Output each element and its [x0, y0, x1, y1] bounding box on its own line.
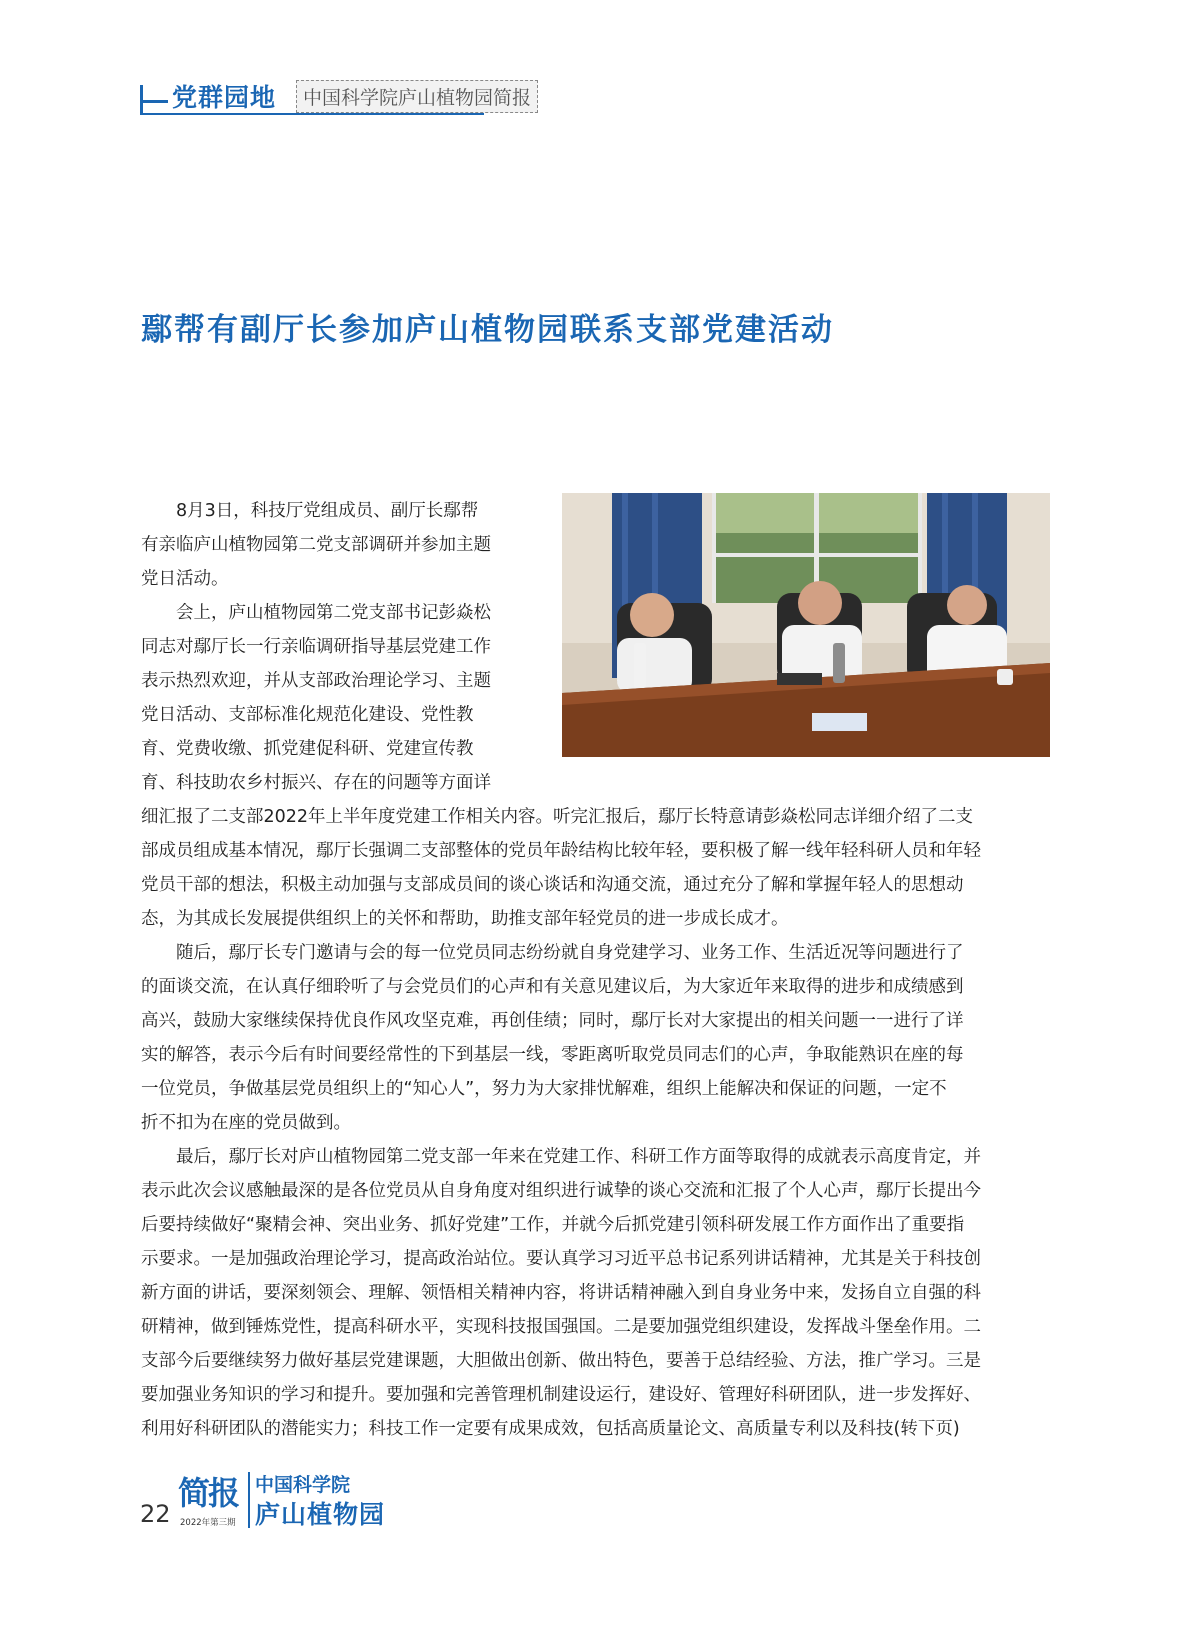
text-line: 育、科技助农乡村振兴、存在的问题等方面详: [141, 773, 491, 793]
text-line: 同志对鄢厅长一行亲临调研指导基层党建工作: [141, 637, 491, 657]
text-line: 的面谈交流，在认真仔细聆听了与会党员们的心声和有关意见建议后，为大家近年来取得的进步和成绩感到: [141, 977, 964, 997]
article-title: 鄢帮有副厅长参加庐山植物园联系支部党建活动: [141, 312, 834, 348]
paragraph-meeting-narrow: [141, 596, 525, 800]
text-line: 党日活动。: [141, 569, 229, 589]
publication-name: 中国科学院庐山植物园简报: [296, 80, 538, 113]
logo-main-text: 简报: [178, 1474, 239, 1512]
text-line: 态，为其成长发展提供组织上的关怀和帮助，助推支部年轻党员的进一步成长成才。: [141, 909, 789, 929]
text-line: 示要求。一是加强政治理论学习，提高政治站位。要认真学习习近平总书记系列讲话精神，尤其是关于科技创: [141, 1249, 981, 1269]
text-line: 8月3日，科技厅党组成员、副厅长鄢帮: [176, 501, 479, 521]
page-number: 22: [140, 1500, 171, 1528]
text-line: 随后，鄢厅长专门邀请与会的每一位党员同志纷纷就自身党建学习、业务工作、生活近况等问题进行了: [176, 943, 964, 963]
header-rule-tick: [140, 100, 168, 103]
text-line: 表示热烈欢迎，并从支部政治理论学习、主题: [141, 671, 491, 691]
text-line: 表示此次会议感触最深的是各位党员从自身角度对组织进行诚挚的谈心交流和汇报了个人心声，鄢厅长提出今: [141, 1181, 981, 1201]
org-line-2: 庐山植物园: [255, 1500, 386, 1529]
text-line: 部成员组成基本情况，鄢厅长强调二支部整体的党员年龄结构比较年轻，要积极了解一线年轻科研人员和年轻: [141, 841, 981, 861]
text-line: 党日活动、支部标准化规范化建设、党性教: [141, 705, 474, 725]
text-line: 育、党费收缴、抓党建促科研、党建宣传教: [141, 739, 474, 759]
text-line: 要加强业务知识的学习和提升。要加强和完善管理机制建设运行，建设好、管理好科研团队，进一步发挥好、: [141, 1385, 981, 1405]
text-line: 有亲临庐山植物园第二党支部调研并参加主题: [141, 535, 491, 555]
bulletin-logo: [178, 1468, 246, 1534]
section-title: 党群园地: [172, 83, 277, 112]
text-line: 新方面的讲话，要深刻领会、理解、领悟相关精神内容，将讲话精神融入到自身业务中来，发扬自立自强的科: [141, 1283, 981, 1303]
paragraph-conclusion: [141, 1140, 1053, 1446]
text-line: 利用好科研团队的潜能实力；科技工作一定要有成果成效，包括高质量论文、高质量专利以及科技(转下页): [141, 1419, 960, 1439]
text-line: 细汇报了二支部2022年上半年度党建工作相关内容。听完汇报后，鄢厅长特意请彭焱松同志详细介绍了二支: [141, 807, 974, 827]
text-line: 折不扣为在座的党员做到。: [141, 1113, 351, 1133]
text-line: 最后，鄢厅长对庐山植物园第二党支部一年来在党建工作、科研工作方面等取得的成就表示高度肯定，并: [176, 1147, 981, 1167]
text-line: 研精神，做到锤炼党性，提高科研水平，实现科技报国强国。二是要加强党组织建设，发挥战斗堡垒作用。二: [141, 1317, 981, 1337]
meeting-photo: [562, 493, 1050, 757]
text-line: 实的解答，表示今后有时间要经常性的下到基层一线，零距离听取党员同志们的心声，争取能熟识在座的每: [141, 1045, 964, 1065]
paragraph-meeting-wide: [141, 800, 1053, 936]
paragraph-intro: [141, 494, 525, 596]
logo-separator: [248, 1472, 250, 1528]
text-line: 党员干部的想法，积极主动加强与支部成员间的谈心谈话和沟通交流，通过充分了解和掌握年轻人的思想动: [141, 875, 964, 895]
text-line: 一位党员，争做基层党员组织上的“知心人”，努力为大家排忧解难，组织上能解决和保证的问题，一定不: [141, 1079, 947, 1099]
text-line: 会上，庐山植物园第二党支部书记彭焱松: [176, 603, 491, 623]
meeting-photo-illustration: [562, 493, 1050, 757]
logo-issue: 2022年第三期: [180, 1518, 236, 1528]
text-line: 后要持续做好“聚精会神、突出业务、抓好党建”工作，并就今后抓党建引领科研发展工作方面作出了重要指: [141, 1215, 965, 1235]
text-line: 高兴，鼓励大家继续保持优良作风攻坚克难，再创佳绩；同时，鄢厅长对大家提出的相关问题一一进行了详: [141, 1011, 964, 1031]
paragraph-interviews: [141, 936, 1053, 1140]
org-line-1: 中国科学院: [255, 1474, 351, 1496]
text-line: 支部今后要继续努力做好基层党建课题，大胆做出创新、做出特色，要善于总结经验、方法，推广学习。三是: [141, 1351, 981, 1371]
